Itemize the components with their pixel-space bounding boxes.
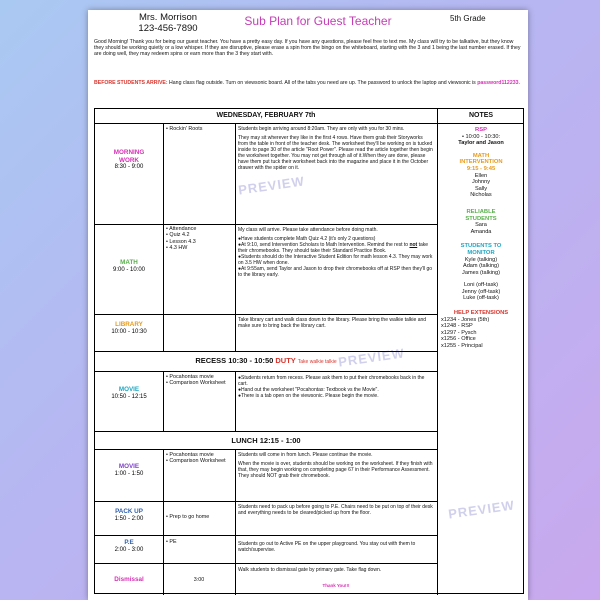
details-movie-afternoon [235, 450, 437, 484]
detail-text: ●Students return from recess. Please ask them to put their chromebooks back in the cart. [238, 375, 425, 387]
dismissal-time: 3:00 [193, 577, 205, 583]
subject-label: MOVIE [118, 386, 140, 393]
subject-label: P.E [124, 539, 134, 546]
note-name: Loni (off-task) [463, 282, 499, 289]
material-item: • Attendance [166, 226, 235, 232]
thank-you: Thank You!!! [322, 583, 350, 588]
recess-label: RECESS 10:30 - 10:50 [195, 356, 274, 365]
detail-text: My class will arrive. Please take attendance before doing math. [238, 227, 378, 233]
details-pack-up: Students need to pack up before going to P.E. Chairs need to be put on top of their desk and everything needs to be cleared/picked up from the floor. [238, 504, 433, 516]
intro-text: Good Morning! Thank you for being our guest teacher. You have a pretty easy day. If you have any questions, please feel free to text me. My class will try to be talkative, but they know they should be working quietly or a low whisper. If they are disruptive, please erase a spin from the bingo on the whiteboard, starting with the 3 and 1 being the last number erased. If they are doing well, they may redeem spins or earn more than the 3 they start with. [94, 39, 521, 58]
note-rsp-title: RSP [475, 127, 487, 133]
preview-watermark: PREVIEW [237, 173, 306, 198]
note-name: James (talking) [462, 269, 500, 276]
note-monitor-title: STUDENTS TO [460, 243, 502, 250]
note-name: Sara [475, 222, 487, 229]
subject-movie [95, 386, 163, 401]
materials-pack-up [163, 514, 235, 520]
duty-note: Take walkie talkie [297, 359, 337, 365]
details-dismissal [235, 565, 437, 591]
help-extension: x1234 - Jones (5th) [441, 316, 490, 323]
subject-time: 1:50 - 2:00 [114, 515, 144, 522]
note-reliable-title: STUDENTS [465, 215, 497, 222]
materials-movie-afternoon [163, 452, 235, 465]
detail-text: ●Students should do the Interactive Student Edition for math lesson 4.3. They may work on 3.5 HW when done. [238, 254, 433, 266]
help-extension: x1297 - Pysch [441, 329, 477, 336]
materials-morning [163, 126, 235, 132]
detail-text: ●Have students complete Math Quiz 4.2 (it's only 2 questions) [238, 236, 376, 242]
note-math-title: INTERVENTION [459, 159, 503, 166]
note-name: Sally [474, 185, 488, 192]
subject-time: 8:30 - 9:00 [114, 164, 144, 170]
subject-label: PACK UP [115, 508, 143, 515]
note-reliable-title: RELIABLE [466, 208, 496, 215]
material-item: • PE [166, 539, 235, 545]
details-pe: Students go out to Active PE on the upper playground. You stay out with them to watch/supervise. [238, 541, 416, 553]
before-end: . [518, 80, 520, 86]
notes-header: NOTES [468, 112, 494, 119]
detail-text: ●At 9:55am, send Taylor and Jason to drop their chromebooks off at RSP then they'll go to the library early. [238, 266, 433, 278]
material-item: • Quiz 4.2 [166, 232, 235, 238]
note-help-title: HELP EXTENSIONS [453, 310, 509, 317]
recess-band [95, 356, 437, 365]
note-rsp-names: Taylor and Jason [458, 140, 504, 147]
material-item: • 4.3 HW [166, 245, 235, 251]
detail-text: ●At 9:10, send Intervention Scholars to Math Intervention. Remind the rest to not take their chromebooks. They should take their Standard Practice Book. [238, 242, 429, 254]
note-math-title: MATH [472, 152, 490, 159]
preview-watermark: PREVIEW [447, 497, 516, 522]
help-extension: x1256 - Office [441, 336, 476, 343]
subject-time: 9:00 - 10:00 [112, 266, 146, 273]
detail-text: When the movie is over, students should be working on the worksheet. If they finish with that, they may begin working on completing page 67 in their Performance Assessment. They should NOT grab their chromebook. [238, 461, 433, 479]
note-name: Amanda [470, 228, 492, 235]
subject-label: WORK [119, 156, 139, 164]
help-extension: x1248 - RSP [441, 323, 473, 330]
subject-pe [95, 539, 163, 554]
grade-label: 5th Grade [450, 14, 486, 23]
before-arrive [94, 80, 522, 86]
day-header: WEDNESDAY, FEBRUARY 7th [216, 112, 316, 119]
sub-plan-document [88, 10, 528, 600]
detail-text: Students begin arriving around 8:20am. They are only with you for 30 mins. [238, 126, 405, 132]
subject-dismissal [95, 576, 163, 584]
subject-time: 10:00 - 10:30 [111, 328, 147, 335]
note-rsp-line: • 10:00 - 10:30: [461, 133, 501, 140]
teacher-phone: 123-456-7890 [138, 23, 198, 34]
detail-text: Walk students to dismissal gate by primary gate. Take flag down. [238, 567, 382, 573]
material-item: • Pocahontas movie [166, 452, 235, 458]
subject-label: MOVIE [118, 463, 140, 470]
material-item: • Prep to go home [166, 514, 235, 520]
schedule-table [94, 108, 524, 594]
note-name: Adam (talking) [462, 263, 500, 270]
detail-text: ●Hand out the worksheet "Pocahontas: Textbook vs the Movie". [238, 387, 379, 393]
help-extension: x1255 - Principal [441, 343, 483, 350]
before-label: BEFORE STUDENTS ARRIVE: [94, 80, 168, 86]
materials-pe [163, 539, 235, 545]
note-name: Jenny (off-task) [461, 288, 501, 295]
note-name: Johnny [471, 179, 491, 186]
page-title: Sub Plan for Guest Teacher [244, 14, 392, 28]
subject-time: 10:50 - 12:15 [111, 393, 147, 400]
details-math [235, 225, 437, 280]
note-name: Nicholas [470, 192, 492, 199]
materials-movie [163, 374, 235, 387]
note-math-time: 9:15 - 9:45 [466, 165, 496, 172]
material-item: • Lesson 4.3 [166, 239, 235, 245]
material-item: • Pocahontas movie [166, 374, 235, 380]
password: password112233 [477, 80, 519, 86]
subject-movie-afternoon [95, 463, 163, 478]
teacher-info [128, 12, 208, 34]
preview-watermark: PREVIEW [337, 345, 406, 370]
before-text: Hang class flag outside. Turn on viewsonic board. All of the tabs you need are up. The password to unlock the laptop and viewsonic is [169, 80, 476, 86]
detail-text: Students will come in from lunch. Please continue the movie. [238, 452, 373, 458]
subject-morning-work [95, 149, 163, 172]
note-name: Kyle (talking) [464, 256, 498, 263]
detail-text: They may sit wherever they like in the first 4 rows. Have them grab their Storyworks from the table in front of the teacher desk. The worksheet they'll be working on is tucked inside to page 30 of the article "Root Power". Please read the article together then begin the worksheet together. You may not get through all of it.When they are done, please have them put tuck their worksheet back into the magazine and place it in the October drawer with the spider on it. [238, 135, 433, 171]
duty-label: DUTY [275, 356, 296, 365]
material-item: • Comparison Worksheet [166, 380, 235, 386]
subject-math [95, 259, 163, 274]
help-extensions-list [437, 317, 525, 350]
notes-column [437, 127, 525, 350]
details-library: Take library cart and walk class down to the library. Please bring the walkie talkie and make sure to bring back the library cart. [238, 317, 427, 329]
subject-time: 1:00 - 1:50 [114, 470, 144, 477]
subject-label: MORNING [113, 149, 145, 156]
teacher-name: Mrs. Morrison [138, 12, 198, 23]
subject-pack-up [95, 508, 163, 523]
note-monitor-title: MONITOR [467, 249, 495, 256]
materials-math [163, 226, 235, 251]
subject-time: 2:00 - 3:00 [114, 546, 144, 553]
note-name: Luke (off-task) [463, 295, 499, 302]
note-name: Ellen [474, 172, 488, 179]
subject-library [95, 321, 163, 336]
subject-label: MATH [120, 259, 138, 266]
subject-label: LIBRARY [115, 321, 143, 328]
details-morning [235, 124, 437, 176]
subject-label: Dismissal [114, 576, 144, 583]
detail-text: ●There is a tab open on the viewsonic. Please begin the movie. [238, 393, 379, 399]
material-item: • Comparison Worksheet [166, 458, 235, 464]
material-item: • Rockin' Roots [166, 126, 235, 132]
lunch-band: LUNCH 12:15 - 1:00 [231, 436, 301, 445]
details-movie [235, 373, 437, 401]
